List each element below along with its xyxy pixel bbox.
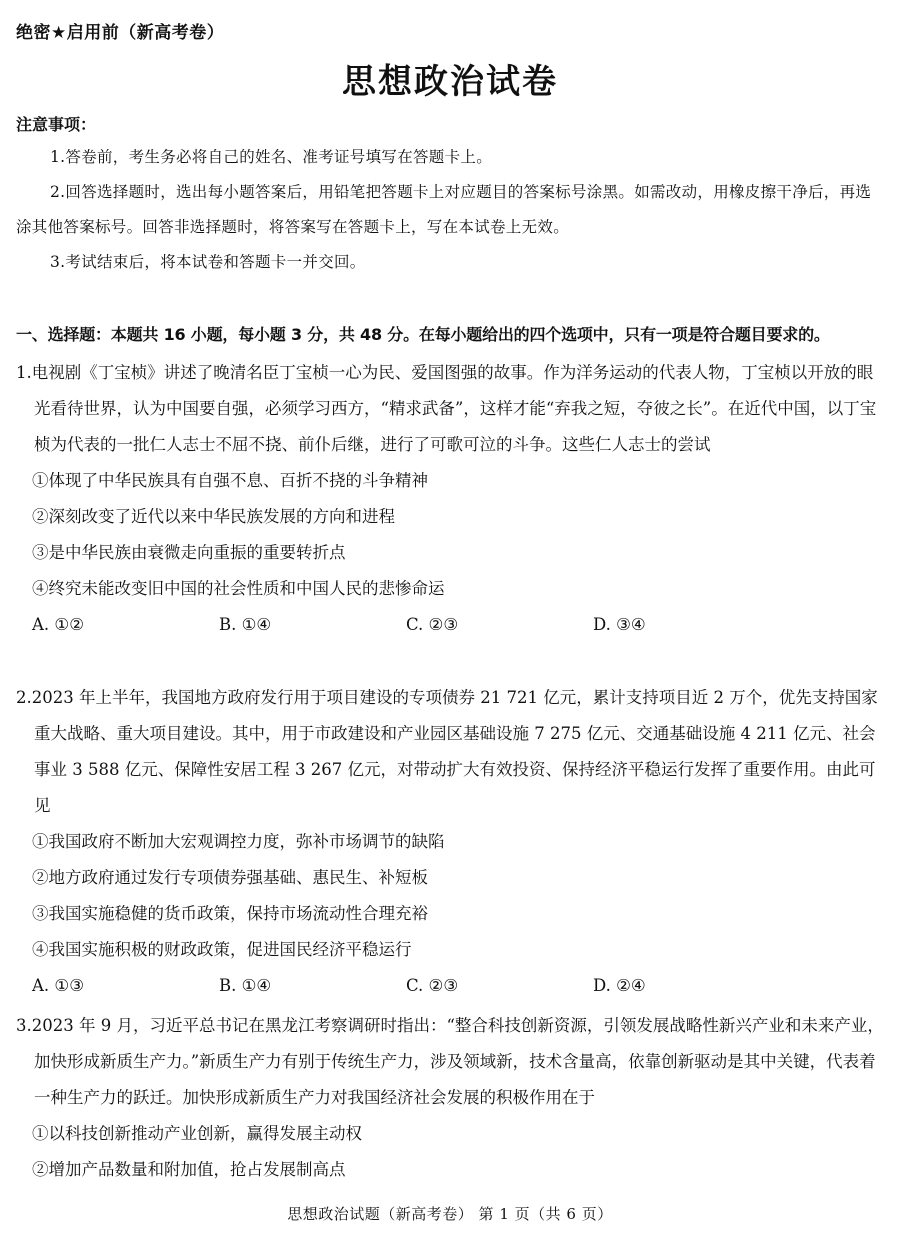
choice-a: A. ①②: [32, 615, 84, 634]
choice-c: C. ②③: [406, 976, 459, 995]
notice-item-3: 3.考试结束后，将本试卷和答题卡一并交回。: [50, 253, 366, 271]
choice-b: B. ①④: [219, 615, 272, 634]
question-stem: 2.2023 年上半年，我国地方政府发行用于项目建设的专项债券 21 721 亿元，累计支持项目近 2 万个，优先支持国家重大战略、重大项目建设。其中，用于市政建设和产业园区基础设施 7 275 亿元、交通基础设施 4 211 亿元、社会事业 3 588 亿元、保障性安居工程 3 267 亿元，对带动扩大有效投资、保持经济平稳运行发挥了重要作用。由此可见: [16, 688, 878, 815]
question-option: ④我国实施积极的财政政策，促进国民经济平稳运行: [32, 940, 412, 959]
choice-c: C. ②③: [406, 615, 459, 634]
choice-d: D. ②④: [593, 976, 646, 995]
question-stem: 3.2023 年 9 月，习近平总书记在黑龙江考察调研时指出：“整合科技创新资源，引领发展战略性新兴产业和未来产业，加快形成新质生产力。”新质生产力有别于传统生产力，涉及领域新，技术含量高，依靠创新驱动是其中关键，代表着一种生产力的跃迁。加快形成新质生产力对我国经济社会发展的积极作用在于: [16, 1016, 884, 1107]
question-3: [16, 1008, 886, 1188]
question-option: ③是中华民族由衰微走向重振的重要转折点: [32, 543, 346, 562]
notice-item-2: 2.回答选择题时，选出每小题答案后，用铅笔把答题卡上对应题目的答案标号涂黑。如需改动，用橡皮擦干净后，再选涂其他答案标号。回答非选择题时，将答案写在答题卡上，写在本试卷上无效。: [16, 183, 872, 236]
question-option: ②增加产品数量和附加值，抢占发展制高点: [32, 1160, 346, 1179]
section-heading: 一、选择题：本题共 16 小题，每小题 3 分，共 48 分。在每小题给出的四个选项中，只有一项是符合题目要求的。: [16, 325, 830, 344]
choice-b: B. ①④: [219, 976, 272, 995]
question-option: ②深刻改变了近代以来中华民族发展的方向和进程: [32, 507, 395, 526]
choice-d: D. ③④: [593, 615, 646, 634]
page-footer: 思想政治试题（新高考卷） 第 1 页（共 6 页）: [287, 1205, 613, 1223]
confidential-label: 绝密★启用前（新高考卷）: [16, 23, 225, 43]
choice-a: A. ①③: [32, 976, 84, 995]
page-title: 思想政治试卷: [342, 62, 558, 102]
question-1: [16, 355, 886, 643]
question-option: ①体现了中华民族具有自强不息、百折不挠的斗争精神: [32, 471, 428, 490]
answer-choices: [16, 968, 886, 1004]
question-option: ①以科技创新推动产业创新，赢得发展主动权: [32, 1124, 362, 1143]
notice-title: 注意事项：: [16, 115, 97, 134]
question-option: ④终究未能改变旧中国的社会性质和中国人民的悲惨命运: [32, 579, 445, 598]
question-2: [16, 680, 886, 1004]
question-option: ②地方政府通过发行专项债券强基础、惠民生、补短板: [32, 868, 428, 887]
notice-item-1: 1.答卷前，考生务必将自己的姓名、准考证号填写在答题卡上。: [50, 148, 492, 166]
question-option: ③我国实施稳健的货币政策，保持市场流动性合理充裕: [32, 904, 428, 923]
answer-choices: [16, 607, 886, 643]
question-option: ①我国政府不断加大宏观调控力度，弥补市场调节的缺陷: [32, 832, 445, 851]
question-stem: 1.电视剧《丁宝桢》讲述了晚清名臣丁宝桢一心为民、爱国图强的故事。作为洋务运动的代表人物，丁宝桢以开放的眼光看待世界，认为中国要自强，必须学习西方，“精求武备”，这样才能“弃我之短，夺彼之长”。在近代中国，以丁宝桢为代表的一批仁人志士不屈不挠、前仆后继，进行了可歌可泣的斗争。这些仁人志士的尝试: [16, 363, 877, 454]
